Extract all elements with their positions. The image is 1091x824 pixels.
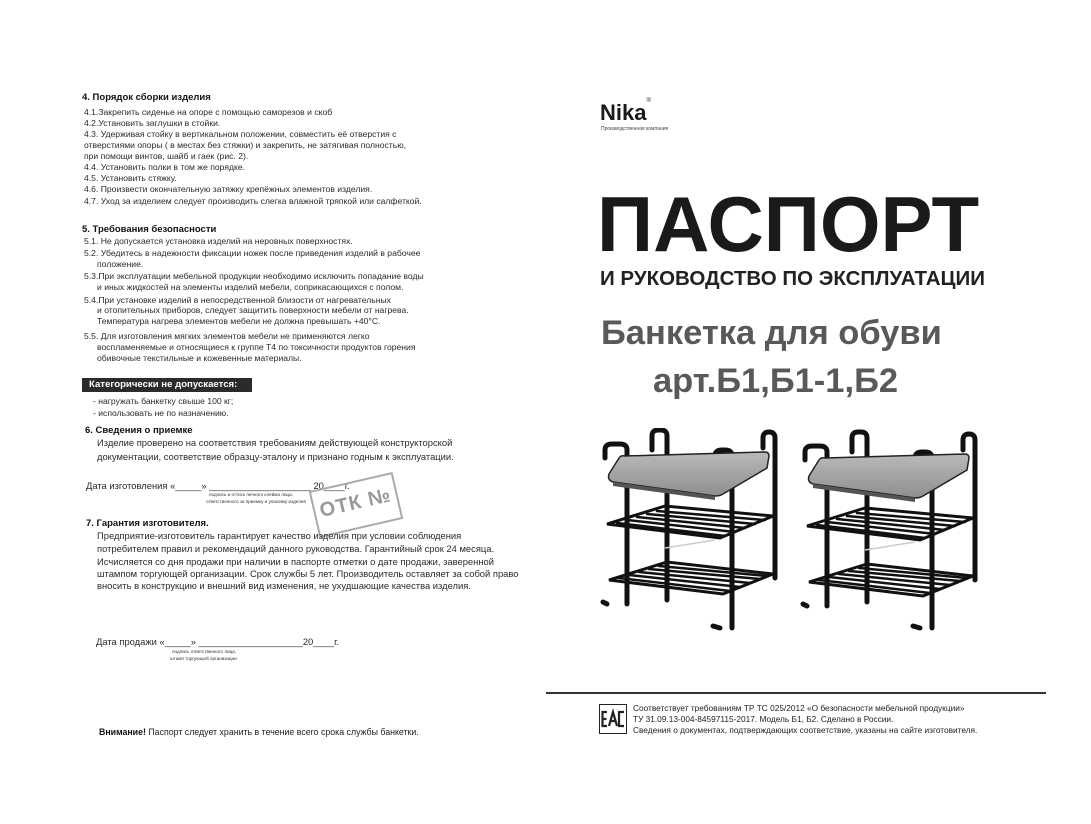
passport-subtitle: И РУКОВОДСТВО ПО ЭКСПЛУАТАЦИИ [600, 267, 985, 290]
section-7-line: вносить в конструкцию и внешний вид изменения, не ухудшающие качества изделия. [97, 580, 471, 591]
product-article: арт.Б1,Б1-1,Б2 [653, 362, 899, 400]
brand-reg: ® [646, 98, 651, 104]
cert-line: Соответствует требованиям ТР ТС 025/2012 «О безопасности мебельной продукции» [633, 703, 965, 713]
section-4-line: 4.1.Закрепить сиденье на опоре с помощью саморезов и скоб [84, 107, 333, 117]
section-5-line: 5.4.При установке изделий в непосредственной близости от нагревательных [84, 295, 391, 305]
otk-stamp-text: ОТК № [317, 484, 394, 522]
passport-title: ПАСПОРТ [597, 180, 980, 268]
section-7-title: 7. Гарантия изготовителя. [86, 518, 209, 529]
seat-cushion [609, 452, 770, 496]
sale-date-line: Дата продажи «_____» ____________________20____г. [96, 636, 340, 647]
section-5-line: 5.5. Для изготовления мягких элементов мебели не применяются легко [84, 331, 370, 341]
section-4-line: 4.6. Произвести окончательную затяжку крепёжных элементов изделия. [84, 184, 373, 194]
section-5-line: и отопительных приборов, следует защитить поверхности мебели от нагрева. [97, 305, 409, 315]
section-4-line: 4.7. Уход за изделием следует производить слегка влажной тряпкой или салфеткой. [84, 196, 422, 206]
section-4-line: 4.5. Установить стяжку. [84, 173, 177, 183]
warning-note [99, 727, 419, 737]
section-4-line: 4.3. Удерживая стойку в вертикальном положении, совместить её отверстия с [84, 129, 397, 139]
section-7-line: Предприятие-изготовитель гарантирует качество изделия при условии соблюдения [97, 530, 462, 541]
sign-note: подпись и оттиск личного клейма лица, [209, 492, 293, 497]
product-name: Банкетка для обуви [601, 314, 942, 352]
section-5-line: 5.1. Не допускается установка изделий на неровных поверхностях. [84, 236, 353, 246]
sale-note: подпись ответственного лица, [172, 649, 237, 654]
shoe-bench-illustration [595, 428, 985, 634]
section-5-line: обивочные текстильные и кожевенные материалы. [97, 353, 302, 363]
warning-text: Паспорт следует хранить в течение всего срока службы банкетки. [145, 727, 419, 737]
manufacture-date-line: Дата изготовления «_____» ____________________20____г. [86, 480, 350, 491]
section-7-line: потребителем правил и рекомендаций данного руководства. Гарантийный срок 24 месяца. [97, 543, 495, 554]
brand-subtitle: Производственная компания [601, 126, 669, 132]
section-4-line: 4.2.Установить заглушки в стойки. [84, 118, 221, 128]
section-5-line: 5.3.При эксплуатации мебельной продукции необходимо исключить попадание воды [84, 271, 424, 281]
section-4-line: отверстиями опоры ( в местах без стяжки) и закрепить, не затягивая полностью, [84, 140, 407, 150]
section-5-line: воспламеняемые и относящиеся к группе Т4 по токсичности продуктов горения [97, 342, 416, 352]
sale-note: штамп торгующей организации [170, 656, 237, 661]
section-5-line: и иных жидкостей на элементы изделий мебели, соприкасающихся с полом. [97, 282, 404, 292]
prohibited-item: - использовать не по назначению. [93, 408, 229, 418]
section-7-line: Исчисляется со дня продажи при наличии в паспорте отметки о дате продажи, заверенной [97, 556, 494, 567]
prohibited-banner: Категорически не допускается: [82, 378, 252, 392]
section-6-line: Изделие проверено на соответствия требованиям действующей конструкторской [97, 437, 453, 448]
brand-logo [600, 100, 651, 126]
section-4-title: 4. Порядок сборки изделия [82, 92, 211, 103]
section-6-line: документации, соответствие образцу-эталону и признано годным к эксплуатации. [97, 451, 454, 462]
section-5-line: положение. [97, 259, 144, 269]
section-4-line: при помощи винтов, шайб и гаек (рис. 2). [84, 151, 249, 161]
section-5-line: 5.2. Убедитесь в надежности фиксации ножек после приведения изделий в рабочее [84, 248, 421, 258]
cert-line: Сведения о документах, подтверждающих соответствие, указаны на сайте изготовителя. [633, 725, 978, 735]
eac-mark-icon [599, 704, 627, 734]
footer-divider [546, 692, 1046, 694]
shoe-bench-right [803, 432, 975, 628]
section-6-title: 6. Сведения о приемке [85, 425, 193, 436]
cert-line: ТУ 31.09.13-004-84597115-2017. Модель Б1, Б2. Сделано в России. [633, 714, 894, 724]
section-4-line: 4.4. Установить полки в том же порядке. [84, 162, 246, 172]
section-7-line: штампом торгующей организации. Срок службы 5 лет. Производитель оставляет за собой право [97, 568, 519, 579]
warning-label: Внимание! [99, 727, 146, 737]
brand-name: Nika [600, 100, 647, 125]
sign-note: ответственного за приемку и упаковку изделия [206, 499, 306, 504]
section-5-title: 5. Требования безопасности [82, 224, 217, 235]
section-5-line: Температура нагрева элементов мебели не должна превышать +40°С. [97, 316, 381, 326]
certification-text [633, 703, 977, 736]
prohibited-item: - нагружать банкетку свыше 100 кг; [93, 396, 234, 406]
